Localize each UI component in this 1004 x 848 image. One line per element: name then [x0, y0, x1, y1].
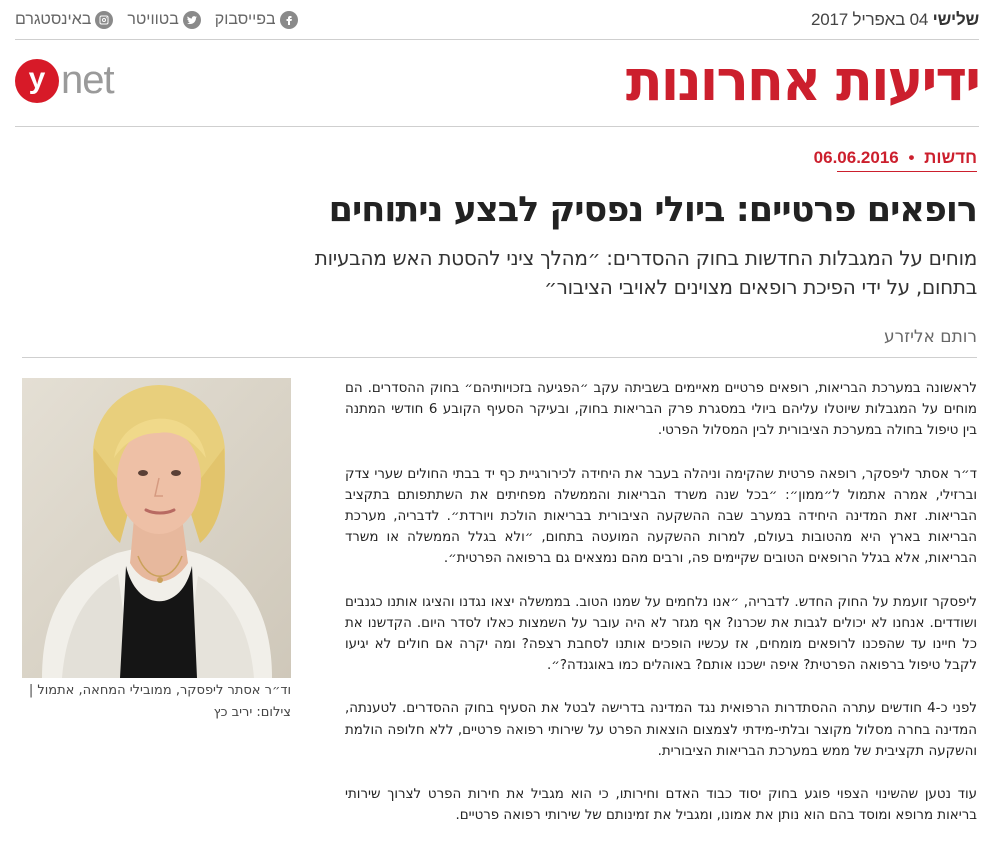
photo-caption: וד״ר אסתר ליפסקר, ממובילי המחאה, אתמול | צילום: יריב כץ [28, 683, 291, 720]
article-body [345, 378, 977, 848]
divider [15, 39, 979, 40]
social-link-facebook[interactable] [215, 11, 298, 29]
divider [15, 126, 979, 127]
ynet-logo-y: y [15, 59, 59, 103]
issue-date-text: 04 באפריל 2017 [811, 10, 929, 29]
facebook-icon [280, 11, 298, 29]
ynet-logo-net: net [61, 58, 114, 102]
issue-day: שלישי [932, 10, 979, 29]
instagram-icon [95, 11, 113, 29]
article-author[interactable]: רותם אליזרע [883, 327, 977, 347]
article-paragraph: לפני כ-4 חודשים עתרה ההסתדרות הרפואית נגד המדינה בדרישה לבטל את הסעיף בחוק ההסדרים. לטענתה, המדינה בחרה מסלול מקוצר ובלתי-מידתי לצמצום הוצאות הפרט על שירותי רפואה פרטיים, ללא חלופה הולמת והשקעה תקציבית של ממש במערכת הבריאות הציבורית. [345, 701, 977, 759]
portrait-illustration [22, 378, 291, 678]
social-label-facebook: בפייסבוק [214, 11, 276, 28]
social-label-twitter: בטוויטר [127, 11, 179, 28]
social-label-instagram: באינסטגרם [15, 11, 92, 28]
masthead [15, 47, 979, 118]
ynet-logo[interactable] [15, 58, 114, 103]
divider [22, 357, 977, 358]
top-bar [15, 8, 979, 32]
article-kicker [814, 148, 977, 168]
article-paragraph: ליפסקר זועמת על החוק החדש. לדבריה, ״אנו נלחמים על שמנו הטוב. בממשלה יצאו נגדנו והציגו אותנו כגנבים ושודדים. אנחנו לא יכולים לגבות את שכרנו? אף מגזר לא היה עובר על השמצות כאלו לסדר היום. הקדשנו את כל חיינו עד שהפכנו לרופאים מומחים, אז עכשיו הופכים אותנו לסחבת רצפה? ומה יקרה אם חולים לא יגיעו לקבל טיפול ברפואה הפרטית? איפה ישכנו אותם? באוהלים כמו באוגנדה?״. [345, 594, 977, 674]
issue-date [811, 10, 979, 30]
article-photo[interactable] [22, 378, 291, 678]
article-headline: רופאים פרטיים: ביולי נפסיק לבצע ניתוחים [328, 190, 977, 230]
article-paragraph: לראשונה במערכת הבריאות, רופאים פרטיים מאיימים בשביתה עקב ״הפגיעה בזכויותיהם״ בחוק ההסדרים. הם מוחים על המגבלות שיוטלו עליהם ביולי במסגרת פרק הבריאות בחוק, ובעיקר הסעיף הקובע 6 חודשי המתנה בין טיפול בחולה במערכת הציבורית לבין המסלול הפרטי. [345, 381, 977, 439]
article-subtitle: מוחים על המגבלות החדשות בחוק ההסדרים: ״מהלך ציני להסטת האש מהבעיות בתחום, על ידי הפיכת רופאים מצוינים לאויבי הציבור״ [314, 246, 977, 299]
twitter-icon [183, 11, 201, 29]
kicker-separator: • [908, 148, 915, 167]
section-label[interactable]: חדשות [924, 148, 977, 167]
article-paragraph: ד״ר אסתר ליפסקר, רופאה פרטית שהקימה וניהלה בעבר את היחידה לכירורגיית כף יד בבתי החולים שערי צדק וברזילי, אמרה אתמול ל״ממון״: ״בכל שנה משרד הבריאות והממשלה מפחיתים את השתתפותם בתקציב הבריאות. זאת המדינה היחידה במערב שבה ההשקעה הציבורית בבריאות הולכת ויורדת״. לדבריה, מערכת הבריאות בארץ היא מהטובות בעולם, למרות ההשקעה המועטה בתחום, ״ולא בגלל הממשלה או משרד הבריאות, אלא בגלל הרופאים הטובים שקיימים פה, ורבים מהם נמצאים גם ברפואה הפרטית״. [345, 466, 977, 567]
article-paragraph: עוד נטען שהשינוי הצפוי פוגע בחוק יסוד כבוד האדם וחירותו, כי הוא מגביל את חירות הפרט לצרוך שירותי בריאות מרופא ומוסד בהם הוא נותן את אמונו, ומגביל את זמינותם של שירותי רפואה פרטיים. [345, 787, 977, 824]
newspaper-title[interactable]: ידיעות אחרונות [625, 47, 979, 114]
kicker-underline [837, 171, 977, 172]
social-link-instagram[interactable] [15, 11, 113, 29]
social-link-twitter[interactable] [127, 11, 200, 29]
social-links [15, 11, 298, 29]
article-date: 06.06.2016 [813, 148, 899, 167]
